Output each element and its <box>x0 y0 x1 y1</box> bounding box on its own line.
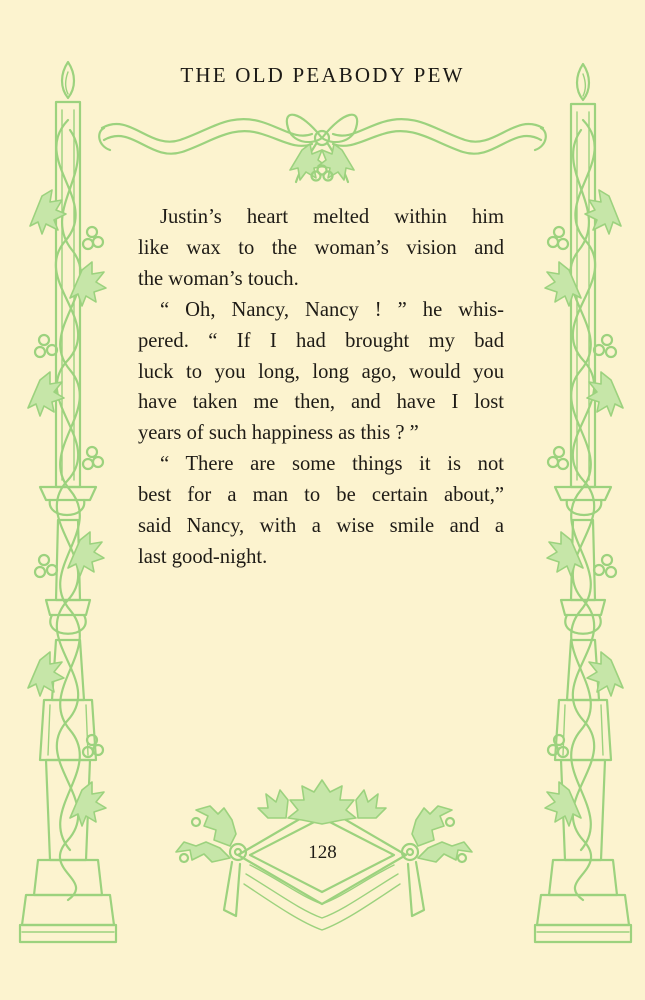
running-head-title: THE OLD PEABODY PEW <box>180 63 465 87</box>
page-number: 128 <box>308 842 337 863</box>
text-line: years of such happiness as this ? ” <box>138 422 419 445</box>
text-line: have taken me then, and have I lost <box>138 391 504 414</box>
left-candle-ornament <box>20 62 116 942</box>
text-line: Justin’s heart melted within him <box>160 206 504 228</box>
text-line: best for a man to be certain about,” <box>138 484 504 507</box>
text-line: the woman’s touch. <box>138 267 299 290</box>
text-line: “ Oh, Nancy, Nancy ! ” he whis- <box>160 298 504 321</box>
text-line: luck to you long, long ago, would you <box>138 360 504 383</box>
text-line: “ There are some things it is not <box>160 453 504 476</box>
text-line: last good-night. <box>138 545 268 568</box>
text-line: like wax to the woman’s vision and <box>138 236 504 259</box>
text-line: pered. “ If I had brought my bad <box>138 329 504 352</box>
top-ribbon-bow-ornament <box>99 115 546 182</box>
text-line: said Nancy, with a wise smile and a <box>138 515 504 538</box>
right-candle-ornament <box>535 64 631 942</box>
body-text <box>138 202 504 573</box>
